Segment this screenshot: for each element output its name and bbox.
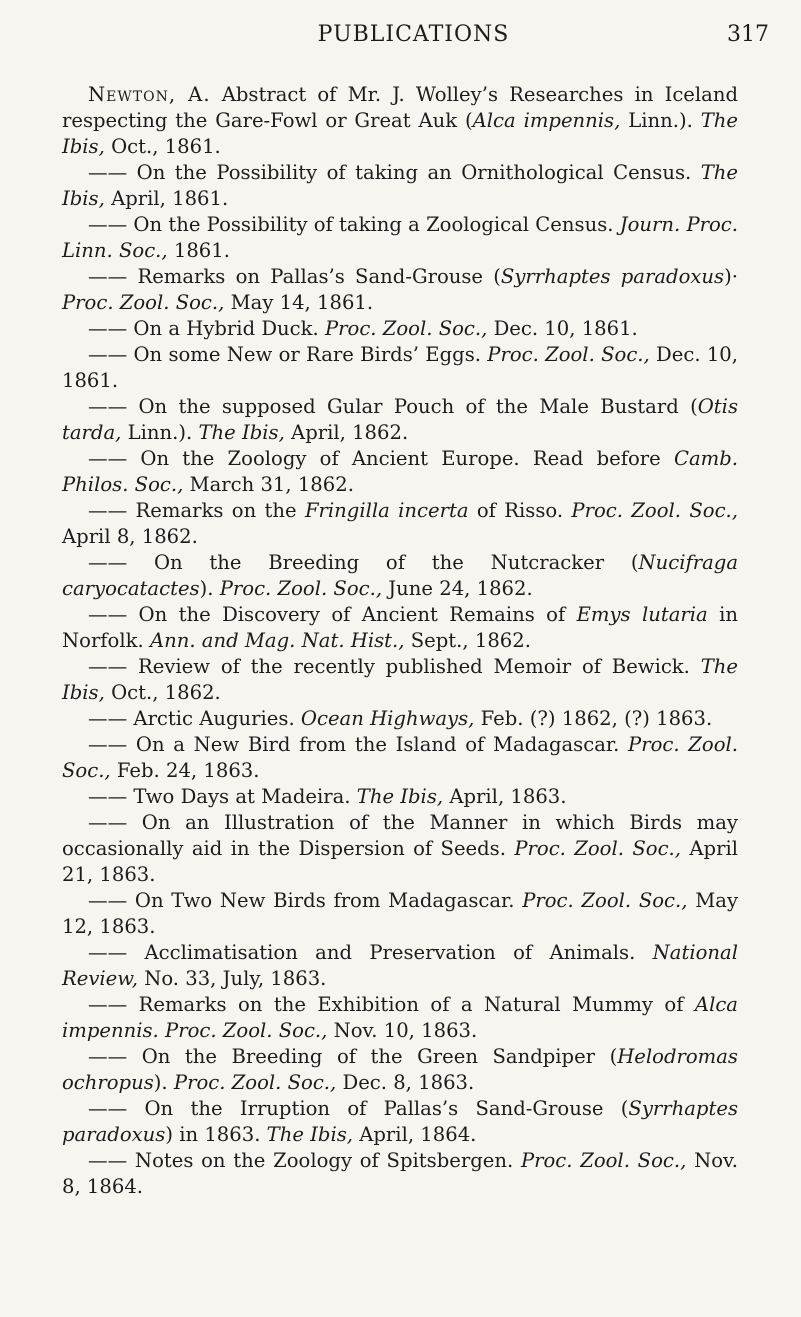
- ditto-dash: ——: [88, 993, 128, 1016]
- entry-title: Review of the recently published Memoir of Bewick.: [127, 655, 701, 678]
- ditto-dash: ——: [88, 941, 128, 964]
- entry-text: ).: [153, 1071, 174, 1094]
- entry-title: On the Possibility of taking an Ornithological Census.: [127, 161, 701, 184]
- ditto-dash: ——: [88, 811, 128, 834]
- entry-date: April 21, 1863.: [62, 837, 738, 886]
- entry-date: 1861.: [167, 239, 230, 262]
- entry-date: May 14, 1861.: [224, 291, 374, 314]
- entry-journal: Proc. Zool. Soc.,: [173, 1071, 337, 1094]
- bibliography-entry: [62, 784, 738, 810]
- entry-date: April, 1864.: [353, 1123, 477, 1146]
- bibliography-entry: [62, 498, 738, 550]
- entry-title: Notes on the Zoology of Spitsbergen.: [127, 1149, 521, 1172]
- entry-title: On the Breeding of the Nutcracker (: [127, 551, 639, 574]
- page-number: 317: [727, 22, 769, 47]
- entry-title: On a New Bird from the Island of Madagascar.: [127, 733, 629, 756]
- entry-italic: The Ibis,: [62, 655, 738, 704]
- entry-date: Nov. 8, 1864.: [62, 1149, 738, 1198]
- entry-date: No. 33, July, 1863.: [137, 967, 327, 990]
- entry-date: April 8, 1862.: [62, 525, 198, 548]
- ditto-dash: ——: [88, 733, 128, 756]
- entry-journal: Proc. Zool. Soc.,: [219, 577, 383, 600]
- bibliography-entry: [62, 1148, 738, 1200]
- entry-date: Dec. 8, 1863.: [336, 1071, 475, 1094]
- entry-journal: The Ibis,: [198, 421, 285, 444]
- entry-title: On a Hybrid Duck.: [127, 317, 325, 340]
- entry-title: Abstract of Mr. J. Wolley’s Researches in Iceland respecting the Gare-Fowl or Great Auk (: [62, 83, 739, 132]
- ditto-dash: ——: [88, 265, 128, 288]
- bibliography-entry: [62, 602, 738, 654]
- bibliography-entry: [62, 550, 738, 602]
- ditto-dash: ——: [88, 343, 128, 366]
- entry-italic: Alca impennis.: [62, 993, 738, 1042]
- entry-text: ).: [199, 577, 220, 600]
- entry-date: Feb. 24, 1863.: [110, 759, 260, 782]
- entry-journal: The Ibis,: [62, 109, 738, 158]
- bibliography-entry: [62, 1096, 738, 1148]
- entry-journal: Proc. Zool. Soc.,: [62, 291, 225, 314]
- entry-title: On Two New Birds from Madagascar.: [127, 889, 523, 912]
- ditto-dash: ——: [88, 551, 128, 574]
- ditto-dash: ——: [88, 395, 128, 418]
- entry-italic: Helodromas ochropus: [62, 1045, 738, 1094]
- entry-italic: Ocean Highways,: [300, 707, 475, 730]
- entry-italic: Proc. Zool. Soc.,: [324, 317, 488, 340]
- bibliography-entry: [62, 212, 738, 264]
- entry-italic: Proc. Zool. Soc.,: [520, 1149, 687, 1172]
- entry-title: On the supposed Gular Pouch of the Male Bustard (: [127, 395, 698, 418]
- entry-italic: Syrrhaptes paradoxus: [62, 1097, 738, 1146]
- entry-date: Sept., 1862.: [404, 629, 531, 652]
- bibliography-entry: [62, 82, 738, 160]
- entry-title: Remarks on the Exhibition of a Natural Mummy of: [127, 993, 695, 1016]
- ditto-dash: ——: [88, 785, 128, 808]
- entry-date: Oct., 1861.: [104, 135, 221, 158]
- entry-italic: Syrrhaptes paradoxus: [500, 265, 725, 288]
- entry-title: On some New or Rare Birds’ Eggs.: [127, 343, 488, 366]
- bibliography-entry: [62, 706, 738, 732]
- entry-title: Two Days at Madeira.: [127, 785, 357, 808]
- running-head: PUBLICATIONS: [317, 22, 510, 47]
- bibliography-entry: [62, 992, 738, 1044]
- page-header: [58, 18, 769, 54]
- bibliography-list: [62, 82, 738, 1200]
- entry-text: in Norfolk.: [62, 603, 738, 652]
- entry-italic: Fringilla incerta: [304, 499, 469, 522]
- entry-italic: Proc. Zool. Soc.,: [514, 837, 682, 860]
- entry-title: On the Irruption of Pallas’s Sand-Grouse (: [127, 1097, 629, 1120]
- entry-text: )·: [724, 265, 738, 288]
- ditto-dash: ——: [88, 655, 128, 678]
- ditto-dash: ——: [88, 213, 128, 236]
- entry-date: Feb. (?) 1862, (?) 1863.: [474, 707, 713, 730]
- entry-title: On the Breeding of the Green Sandpiper (: [127, 1045, 618, 1068]
- entry-italic: National Review,: [62, 941, 738, 990]
- entry-title: On the Possibility of taking a Zoological Census.: [127, 213, 620, 236]
- entry-italic: Proc. Zool. Soc.,: [522, 889, 688, 912]
- entry-title: Arctic Auguries.: [127, 707, 301, 730]
- entry-text: of Risso.: [468, 499, 572, 522]
- entry-italic: Nucifraga caryocatactes: [62, 551, 738, 600]
- entry-text: Linn.).: [620, 109, 701, 132]
- entry-journal: Ann. and Mag. Nat. Hist.,: [149, 629, 405, 652]
- entry-italic: Journ. Proc. Linn. Soc.,: [62, 213, 738, 262]
- entry-date: Oct., 1862.: [104, 681, 221, 704]
- entry-journal: Proc. Zool. Soc.,: [165, 1019, 328, 1042]
- ditto-dash: ——: [88, 889, 128, 912]
- entry-title: On an Illustration of the Manner in which Birds may occasionally aid in the Dispersion of Seeds.: [62, 811, 738, 860]
- entry-italic: Camb. Philos. Soc.,: [62, 447, 738, 496]
- entry-title: Acclimatisation and Preservation of Animals.: [127, 941, 653, 964]
- entry-journal: Proc. Zool. Soc.,: [571, 499, 738, 522]
- entry-title: On the Discovery of Ancient Remains of: [127, 603, 577, 626]
- entry-date: April, 1861.: [104, 187, 229, 210]
- entry-author: Newton, A.: [88, 83, 211, 106]
- bibliography-entry: [62, 732, 738, 784]
- entry-italic: The Ibis,: [62, 161, 738, 210]
- bibliography-entry: [62, 160, 738, 212]
- ditto-dash: ——: [88, 1149, 128, 1172]
- entry-text: ) in 1863.: [165, 1123, 267, 1146]
- entry-title: Remarks on Pallas’s Sand-Grouse (: [127, 265, 501, 288]
- bibliography-entry: [62, 342, 738, 394]
- bibliography-entry: [62, 888, 738, 940]
- bibliography-entry: [62, 654, 738, 706]
- entry-date: March 31, 1862.: [183, 473, 354, 496]
- bibliography-entry: [62, 810, 738, 888]
- bibliography-entry: [62, 316, 738, 342]
- ditto-dash: ——: [88, 707, 128, 730]
- entry-date: Dec. 10, 1861.: [487, 317, 638, 340]
- ditto-dash: ——: [88, 603, 128, 626]
- entry-text: Linn.).: [121, 421, 199, 444]
- entry-italic: Emys lutaria: [576, 603, 708, 626]
- entry-italic: Proc. Zool. Soc.,: [487, 343, 650, 366]
- entry-journal: The Ibis,: [266, 1123, 354, 1146]
- bibliography-entry: [62, 940, 738, 992]
- ditto-dash: ——: [88, 499, 128, 522]
- entry-italic: Proc. Zool. Soc.,: [62, 733, 738, 782]
- entry-italic: The Ibis,: [356, 785, 444, 808]
- entry-title: On the Zoology of Ancient Europe. Read before: [127, 447, 674, 470]
- entry-italic: Otis tarda,: [62, 395, 738, 444]
- bibliography-entry: [62, 394, 738, 446]
- ditto-dash: ——: [88, 317, 128, 340]
- entry-date: Nov. 10, 1863.: [327, 1019, 478, 1042]
- ditto-dash: ——: [88, 161, 128, 184]
- bibliography-entry: [62, 1044, 738, 1096]
- ditto-dash: ——: [88, 447, 128, 470]
- entry-date: April, 1862.: [284, 421, 409, 444]
- entry-date: April, 1863.: [443, 785, 567, 808]
- bibliography-entry: [62, 446, 738, 498]
- entry-date: Dec. 10, 1861.: [62, 343, 738, 392]
- entry-date: June 24, 1862.: [382, 577, 533, 600]
- entry-italic: Alca impennis,: [472, 109, 621, 132]
- entry-date: May 12, 1863.: [62, 889, 739, 938]
- bibliography-entry: [62, 264, 738, 316]
- entry-title: Remarks on the: [127, 499, 305, 522]
- ditto-dash: ——: [88, 1097, 128, 1120]
- ditto-dash: ——: [88, 1045, 128, 1068]
